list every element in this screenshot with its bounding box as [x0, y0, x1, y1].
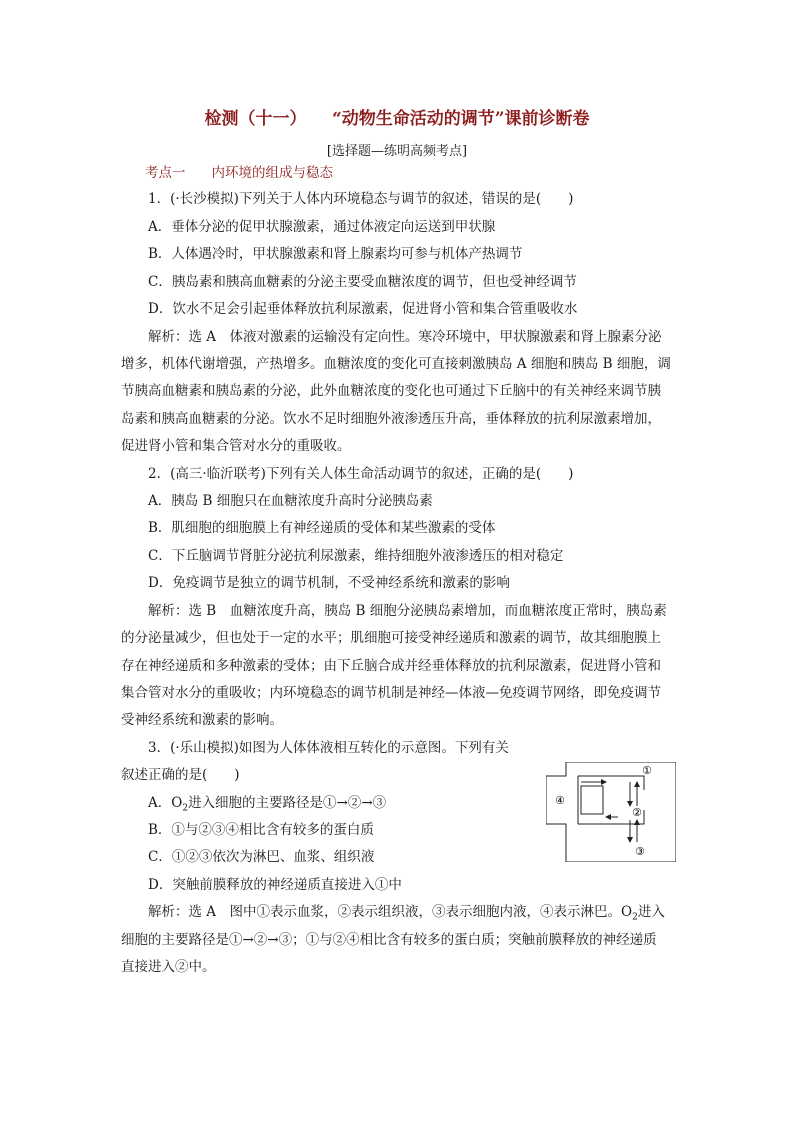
diagram-label-2: ② — [632, 806, 642, 819]
q1-option-d: D．饮水不足会引起垂体释放抗利尿激素，促进肾小管和集合管重吸收水 — [148, 301, 578, 317]
q1-explanation-line: 增多，机体代谢增强，产热增多。血糖浓度的变化可直接刺激胰岛 A 细胞和胰岛 B 细胞，调 — [121, 356, 671, 372]
q2-explanation-line: 受神经系统和激素的影响。 — [121, 712, 283, 728]
q1-option-a: A．垂体分泌的促甲状腺激素，通过体液定向运送到甲状腺 — [148, 219, 496, 235]
q2-stem: 2．(高三·临沂联考)下列有关人体生命活动调节的叙述，正确的是( ) — [148, 466, 574, 482]
diagram-box-4 — [581, 786, 603, 814]
q2-option-b: B．肌细胞的细胞膜上有神经递质的受体和某些激素的受体 — [148, 520, 496, 536]
q3-option-c: C．①②③依次为淋巴、血浆、组织液 — [148, 849, 375, 865]
q1-option-c: C．胰岛素和胰高血糖素的分泌主要受血糖浓度的调节，但也受神经调节 — [148, 274, 577, 290]
q3-explanation-line: 直接进入②中。 — [121, 959, 216, 975]
page-title: 检测（十一） “动物生命活动的调节”课前诊断卷 — [204, 109, 590, 129]
q1-explanation-line: 节胰高血糖素和胰岛素的分泌，此外血糖浓度的变化也可通过下丘脑中的有关神经来调节胰 — [121, 383, 661, 399]
q3-option-d: D．突触前膜释放的神经递质直接进入①中 — [148, 877, 402, 893]
q2-explanation-line: 解析：选 B 血糖浓度升高，胰岛 B 细胞分泌胰岛素增加，而血糖浓度正常时，胰岛素 — [148, 603, 667, 619]
q3-explanation-line: 解析：选 A 图中①表示血浆，②表示组织液，③表示细胞内液，④表示淋巴。$O_2$进入 — [148, 904, 665, 923]
page-subtitle: [选择题—练明高频考点] — [326, 144, 468, 159]
diagram-outline — [546, 762, 676, 862]
q2-explanation-line: 集合管对水分的重吸收；内环境稳态的调节机制是神经—体液—免疫调节网络，即免疫调节 — [121, 685, 661, 701]
q2-option-c: C．下丘脑调节肾脏分泌抗利尿激素，维持细胞外液渗透压的相对稳定 — [148, 548, 564, 564]
section-heading — [145, 163, 333, 183]
q2-explanation-line: 存在神经递质和多种激素的受体；由下丘脑合成并经垂体释放的抗利尿激素，促进肾小管和 — [121, 658, 661, 674]
section-label: 考点一 — [145, 165, 186, 181]
q2-option-d: D．免疫调节是独立的调节机制，不受神经系统和激素的影响 — [148, 575, 510, 591]
q3-explanation-line: 细胞的主要路径是①→②→③；①与②④相比含有较多的蛋白质；突触前膜释放的神经递质 — [121, 932, 657, 948]
diagram-label-3: ③ — [635, 845, 645, 858]
q2-option-a: A．胰岛 B 细胞只在血糖浓度升高时分泌胰岛素 — [148, 493, 433, 509]
body-fluid-diagram — [546, 762, 676, 862]
diagram-label-4: ④ — [555, 794, 565, 807]
q3-stem-continued: 叙述正确的是( ) — [121, 767, 240, 783]
q2-explanation-line: 的分泌量减少，但也处于一定的水平；肌细胞可接受神经递质和激素的调节，故其细胞膜上 — [121, 630, 661, 646]
q1-explanation-line: 岛素和胰高血糖素的分泌。饮水不足时细胞外液渗透压升高，垂体释放的抗利尿激素增加， — [121, 411, 661, 427]
section-topic: 内环境的组成与稳态 — [211, 165, 333, 181]
q1-option-b: B．人体遇冷时，甲状腺激素和肾上腺素均可参与机体产热调节 — [148, 246, 523, 262]
q1-stem: 1．(·长沙模拟)下列关于人体内环境稳态与调节的叙述，错误的是( ) — [148, 191, 574, 207]
q3-stem: 3．(·乐山模拟)如图为人体体液相互转化的示意图。下列有关 — [148, 740, 509, 756]
q3-option-b: B．①与②③④相比含有较多的蛋白质 — [148, 822, 374, 838]
q3-option-a: A．$O_2$进入细胞的主要路径是①→②→③ — [148, 795, 387, 814]
q1-explanation-line: 促进肾小管和集合管对水分的重吸收。 — [121, 438, 351, 454]
diagram-label-1: ① — [642, 764, 652, 777]
q1-explanation-line: 解析：选 A 体液对激素的运输没有定向性。寒冷环境中，甲状腺激素和肾上腺素分泌 — [148, 329, 662, 345]
